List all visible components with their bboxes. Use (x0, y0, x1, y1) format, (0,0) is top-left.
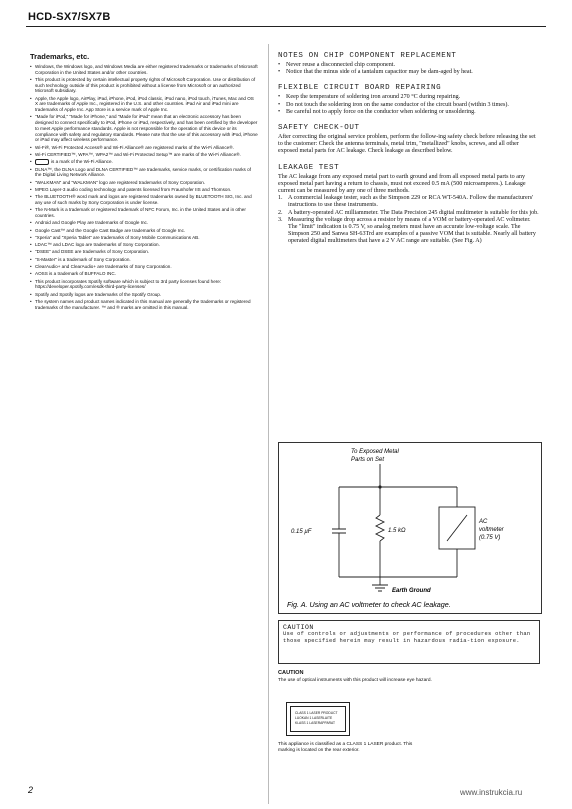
figure-top-label-1: To Exposed Metal (351, 449, 399, 455)
caution-box-text: Use of controls or adjustments or performance of procedures other than those specified herein may result in hazardous radia-tion exposure. (283, 631, 531, 644)
optical-caution-title: CAUTION (278, 670, 304, 676)
figure-caption: Fig. A. Using an AC voltmeter to check AC leakage. (287, 600, 451, 609)
leakage-section-title: LEAKAGE TEST (278, 163, 340, 172)
leakage-text: The AC leakage from any exposed metal part to earth ground and from all exposed metal parts to any exposed metal part having a return to chassis, must not exceed 0.5 mA (500 microamperes.). Leakage current can be measured by any one of three methods. (278, 173, 526, 195)
laser-label-line-1: CLASS 1 LASER PRODUCT (295, 711, 338, 715)
list-item: • "WALKMAN" and "WALKMAN" logo are registered trademarks of Sony Corporation. (30, 180, 258, 186)
list-item: • Google Cast™ and the Google Cast Badge are trademarks of Google Inc. (30, 228, 258, 234)
list-item: • LDAC™ and LDAC logo are trademarks of Sony Corporation. (30, 242, 258, 248)
meter-label-1: AC (479, 519, 488, 525)
resistor-label: 1.5 kΩ (388, 528, 406, 534)
column-divider (268, 44, 269, 804)
resistor-symbol (376, 515, 384, 541)
meter-label-3: (0.75 V) (479, 535, 501, 541)
list-item: • The system names and product names indicated in this manual are generally the trademarks or registered trademarks of the manufacturer. ™ and ® marks are omitted in this manual. (30, 299, 258, 310)
chip-section-title: NOTES ON CHIP COMPONENT REPLACEMENT (278, 52, 457, 60)
laser-note: This appliance is classified as a CLASS 1 LASER product. This marking is located on the rear exterior. (278, 742, 413, 753)
capacitor-label: 0.15 µF (291, 529, 312, 535)
list-item: • Keep the temperature of soldering iron around 270 °C during repairing. (278, 94, 540, 101)
trademarks-column (30, 52, 258, 312)
laser-label-line-3: KLASS 1 LASERAPPARAT (295, 721, 336, 725)
list-item: • Android and Google Play are trademarks of Google Inc. (30, 220, 258, 226)
page-number: 2 (28, 785, 34, 795)
list-item: • "Xperia" and "Xperia Tablet" are trademarks of Sony Mobile Communications AB. (30, 235, 258, 241)
wifi-logo-icon (35, 159, 49, 165)
safety-text: After correcting the original service problem, perform the follow-ing safety check before releasing the set to the customer: Check the antenna terminals, metal trim, "metallized" knobs, screws, and all other exposed metal parts for AC leakage. Check leakage as described below. (278, 134, 536, 155)
caution-box-title: CAUTION (283, 624, 314, 631)
laser-label (286, 702, 350, 736)
list-item: 2. A battery-operated AC milliammeter. The Data Precision 245 digital multimeter is suitable for this job. (278, 209, 539, 216)
caution-box (278, 620, 540, 664)
trademarks-heading: Trademarks, etc. (30, 52, 90, 61)
flex-list (278, 94, 540, 116)
chip-list (278, 62, 540, 76)
list-item: 3. Measuring the voltage drop across a resistor by means of a VOM or battery-operated AC voltmeter. The "limit" indication is 0.75 V, so analog meters must have an accurate low-voltage scale. The Simpson 250 and Sanwa SH-63Trd are examples of a passive VOM that is suitable. Nearly all battery operated digital multimeters that have a 2 V AC range are suitable. (See Fig. A) (278, 216, 536, 245)
service-notes-column (278, 52, 540, 246)
list-item: • Spotify and Spotify logos are trademarks of the Spotify Group. (30, 292, 258, 298)
trademarks-list (30, 64, 258, 310)
list-item: • MPEG Layer-3 audio coding technology and patents licensed from Fraunhofer IIS and Thomson. (30, 187, 258, 193)
figure-top-label-2: Parts on Set (351, 457, 385, 463)
meter-label-2: voltmeter (479, 527, 504, 533)
flex-section-title: FLEXIBLE CIRCUIT BOARD REPAIRING (278, 84, 442, 93)
list-item: • ClearAudio+ and ClearAudio+ are trademarks of Sony Corporation. (30, 264, 258, 270)
list-item: • Wi-Fi®, Wi-Fi Protected Access® and Wi-Fi Alliance® are registered marks of the Wi-Fi Alliance®. (30, 145, 258, 151)
leakage-test-figure (278, 442, 542, 614)
list-item: 1. A commercial leakage tester, such as the Simpson 229 or RCA WT-540A. Follow the manufacturers' instructions to use these instruments. (278, 195, 534, 209)
list-item-wifi-logo: • is a mark of the Wi-Fi Alliance. (30, 159, 258, 165)
list-item: • AOSS is a trademark of BUFFALO INC. (30, 271, 258, 277)
list-item: • This product incorporates Spotify software which is subject to 3rd party licenses found here: https://developer.spotify.com/esdk-third-party-licenses/ (30, 279, 258, 290)
list-item: • The N-Mark is a trademark or registered trademark of NFC Forum, Inc. in the United States and in other countries. (30, 207, 258, 218)
list-item: • Be careful not to apply force on the conductor when soldering or unsoldering. (278, 109, 540, 116)
list-item: • The BLUETOOTH® word mark and logos are registered trademarks owned by BLUETOOTH SIG, Inc. and any use of such marks by Sony Corporation is under license. (30, 194, 258, 205)
list-item: • "S-Master" is a trademark of Sony Corporation. (30, 257, 258, 263)
list-item: • Apple, the Apple logo, AirPlay, iPad, iPhone, iPod, iPod classic, iPod nano, iPod touch, iTunes, Mac and OS X are trademarks of Apple Inc., registered in the U.S. and other countries. iPad Air and iPad mini are trademarks of Apple Inc. App Store is a service mark of Apple Inc. (30, 96, 258, 113)
leakage-methods-list (278, 195, 540, 245)
header-rule (26, 26, 546, 27)
circuit-diagram (279, 443, 541, 613)
list-item: • DLNA™, the DLNA Logo and DLNA CERTIFIED™ are trademarks, service marks, or certification marks of the Digital Living Network Alliance. (30, 167, 258, 178)
safety-section-title: SAFETY CHECK-OUT (278, 124, 360, 133)
list-item: • "DSEE" and DSEE are trademarks of Sony Corporation. (30, 249, 258, 255)
optical-caution-text: The use of optical instruments with this product will increase eye hazard. (278, 678, 432, 683)
laser-label-line-2: LUOKAN 1 LASERLAITE (295, 716, 333, 720)
document-title: HCD-SX7/SX7B (28, 11, 111, 23)
ground-label: Earth Ground (392, 588, 431, 594)
list-item: • Windows, the Windows logo, and Windows Media are either registered trademarks or trademarks of Microsoft Corporation in the United States and/or other countries. (30, 64, 258, 75)
watermark: www.instrukcia.ru (460, 788, 523, 797)
list-item: • "Made for iPod," "Made for iPhone," and "Made for iPad" mean that an electronic accessory has been designed to connect specifically to iPod, iPhone or iPad, respectively, and has been certified by the developer to meet Apple performance standards. Apple is not responsible for the operation of this device or its compliance with safety and regulatory standards. Please note that the use of this accessory with iPod, iPhone or iPad may affect wireless performance. (30, 114, 258, 143)
optical-caution (278, 670, 540, 684)
list-item: • Wi-Fi CERTIFIED™, WPA™, WPA2™ and Wi-Fi Protected Setup™ are marks of the Wi-Fi Alliance®. (30, 152, 258, 158)
list-item: • Notice that the minus side of a tantalum capacitor may be dam-aged by heat. (278, 69, 540, 76)
list-item: • Do not touch the soldering iron on the same conductor of the circuit board (within 3 times). (278, 102, 540, 109)
list-item: • Never reuse a disconnected chip component. (278, 62, 540, 69)
list-item: • This product is protected by certain intellectual property rights of Microsoft Corporation. Use or distribution of such technology outside of this product is prohibited without a license from Microsoft or an authorized Microsoft subsidiary. (30, 77, 258, 94)
